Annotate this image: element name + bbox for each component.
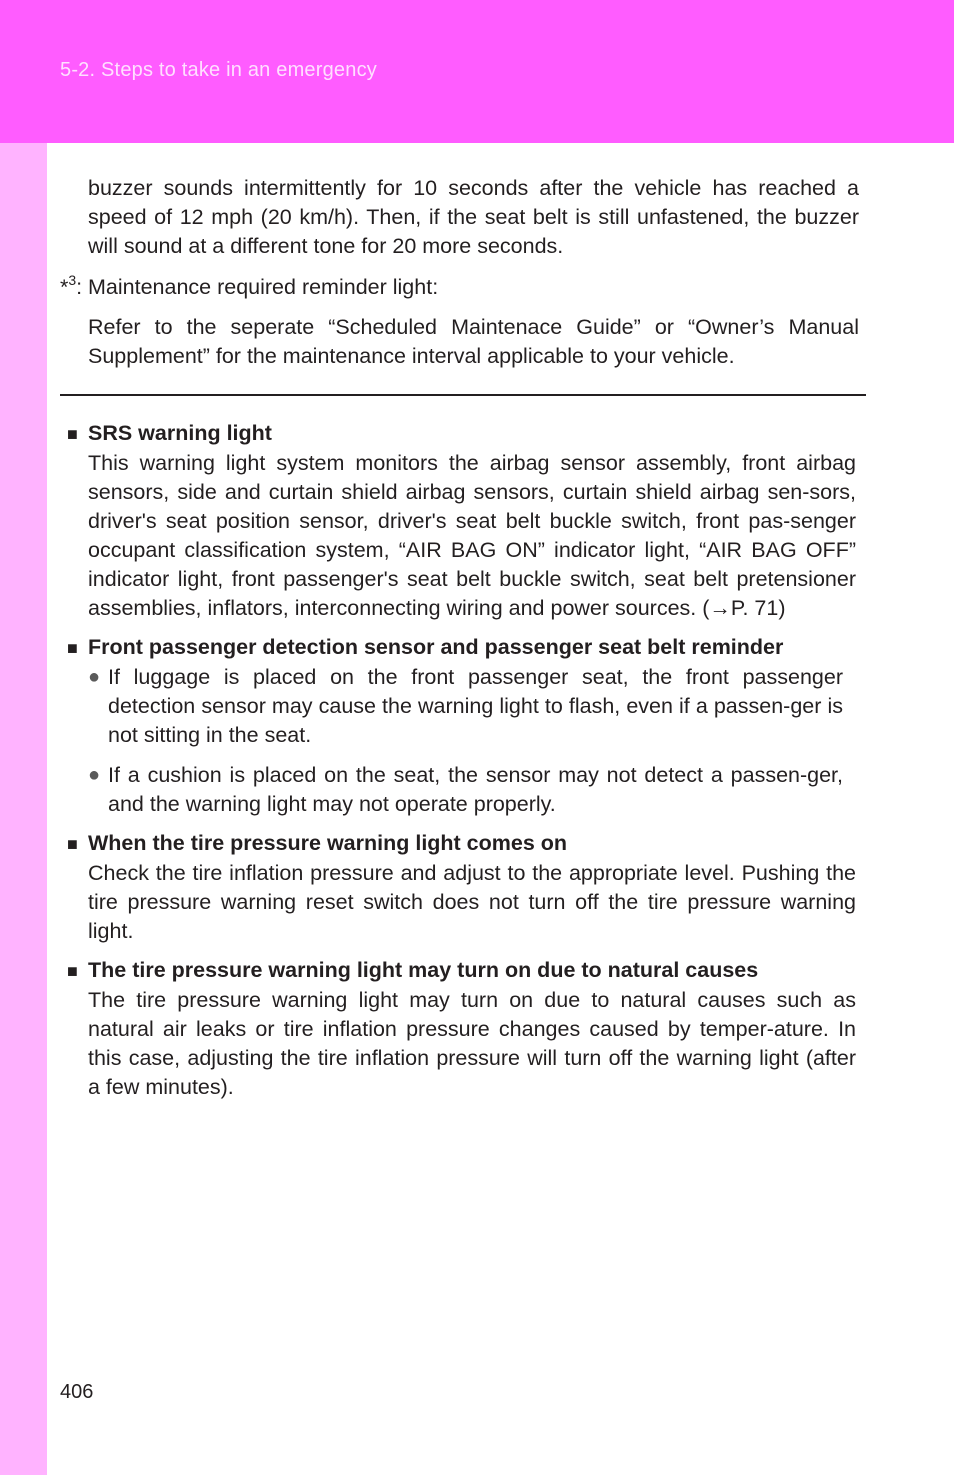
section-label: 5-2. Steps to take in an emergency <box>60 59 377 81</box>
footnote-marker: *$^3$: <box>60 272 83 299</box>
square-bullet-icon: ■ <box>67 961 78 981</box>
heading-text: SRS warning light <box>88 421 272 445</box>
square-bullet-icon: ■ <box>67 638 78 658</box>
section-body-tire-pressure: Check the tire inflation pressure and adjust to the appropriate level. Pushing the tire pressure warning reset switch does not turn off the tire pressure warning light. <box>88 861 856 943</box>
section-heading-srs <box>67 419 866 449</box>
footnote-text: Refer to the seperate “Scheduled Maintenace Guide” or “Owner’s Manual Supplement” for the maintenance interval applicable to your vehicle. <box>88 315 859 368</box>
footnote-3 <box>60 273 866 302</box>
list-item <box>88 663 843 750</box>
section-divider <box>60 394 866 396</box>
list-item-text: If a cushion is placed on the seat, the sensor may not detect a passen-ger, and the warning light may not operate properly. <box>108 763 843 816</box>
footnote-title: Maintenance required reminder light: <box>88 275 439 299</box>
list-item <box>88 761 843 819</box>
round-bullet-icon: ● <box>88 764 101 786</box>
heading-text: The tire pressure warning light may turn on due to natural causes <box>88 958 759 982</box>
heading-text: When the tire pressure warning light comes on <box>88 831 568 855</box>
heading-text: Front passenger detection sensor and passenger seat belt reminder <box>88 635 784 659</box>
round-bullet-icon: ● <box>88 666 101 688</box>
page-number: 406 <box>60 1381 94 1403</box>
continued-paragraph: buzzer sounds intermittently for 10 seconds after the vehicle has reached a speed of 12 mph (20 km/h). Then, if the seat belt is still unfastened, the buzzer will sound at a different tone for 20 more seconds. <box>88 176 859 258</box>
side-strip <box>0 143 47 1475</box>
section-heading-passenger-detection <box>67 633 866 663</box>
section-body-natural-causes: The tire pressure warning light may turn on due to natural causes such as natural air leaks or tire inflation pressure changes caused by temper-ature. In this case, adjusting the tire inflation pressure will turn off the warning light (after a few minutes). <box>88 988 856 1099</box>
section-heading-natural-causes <box>67 956 866 986</box>
section-heading-tire-pressure <box>67 829 866 859</box>
square-bullet-icon: ■ <box>67 424 78 444</box>
list-item-text: If luggage is placed on the front passenger seat, the front passenger detection sensor may cause the warning light to flash, even if a passen-ger is not sitting in the seat. <box>108 665 843 747</box>
square-bullet-icon: ■ <box>67 834 78 854</box>
section-body-srs: This warning light system monitors the airbag sensor assembly, front airbag sensors, side and curtain shield airbag sensors, curtain shield airbag sen-sors, driver's seat position sensor, driver's seat belt buckle switch, front pas-senger occupant classification system, “AIR BAG ON” indicator light, “AIR BAG OFF” indicator light, front passenger's seat belt buckle switch, seat belt pretensioner assemblies, inflators, interconnecting wiring and power sources. (→P. 71) <box>88 451 856 620</box>
page-content <box>60 174 866 1102</box>
